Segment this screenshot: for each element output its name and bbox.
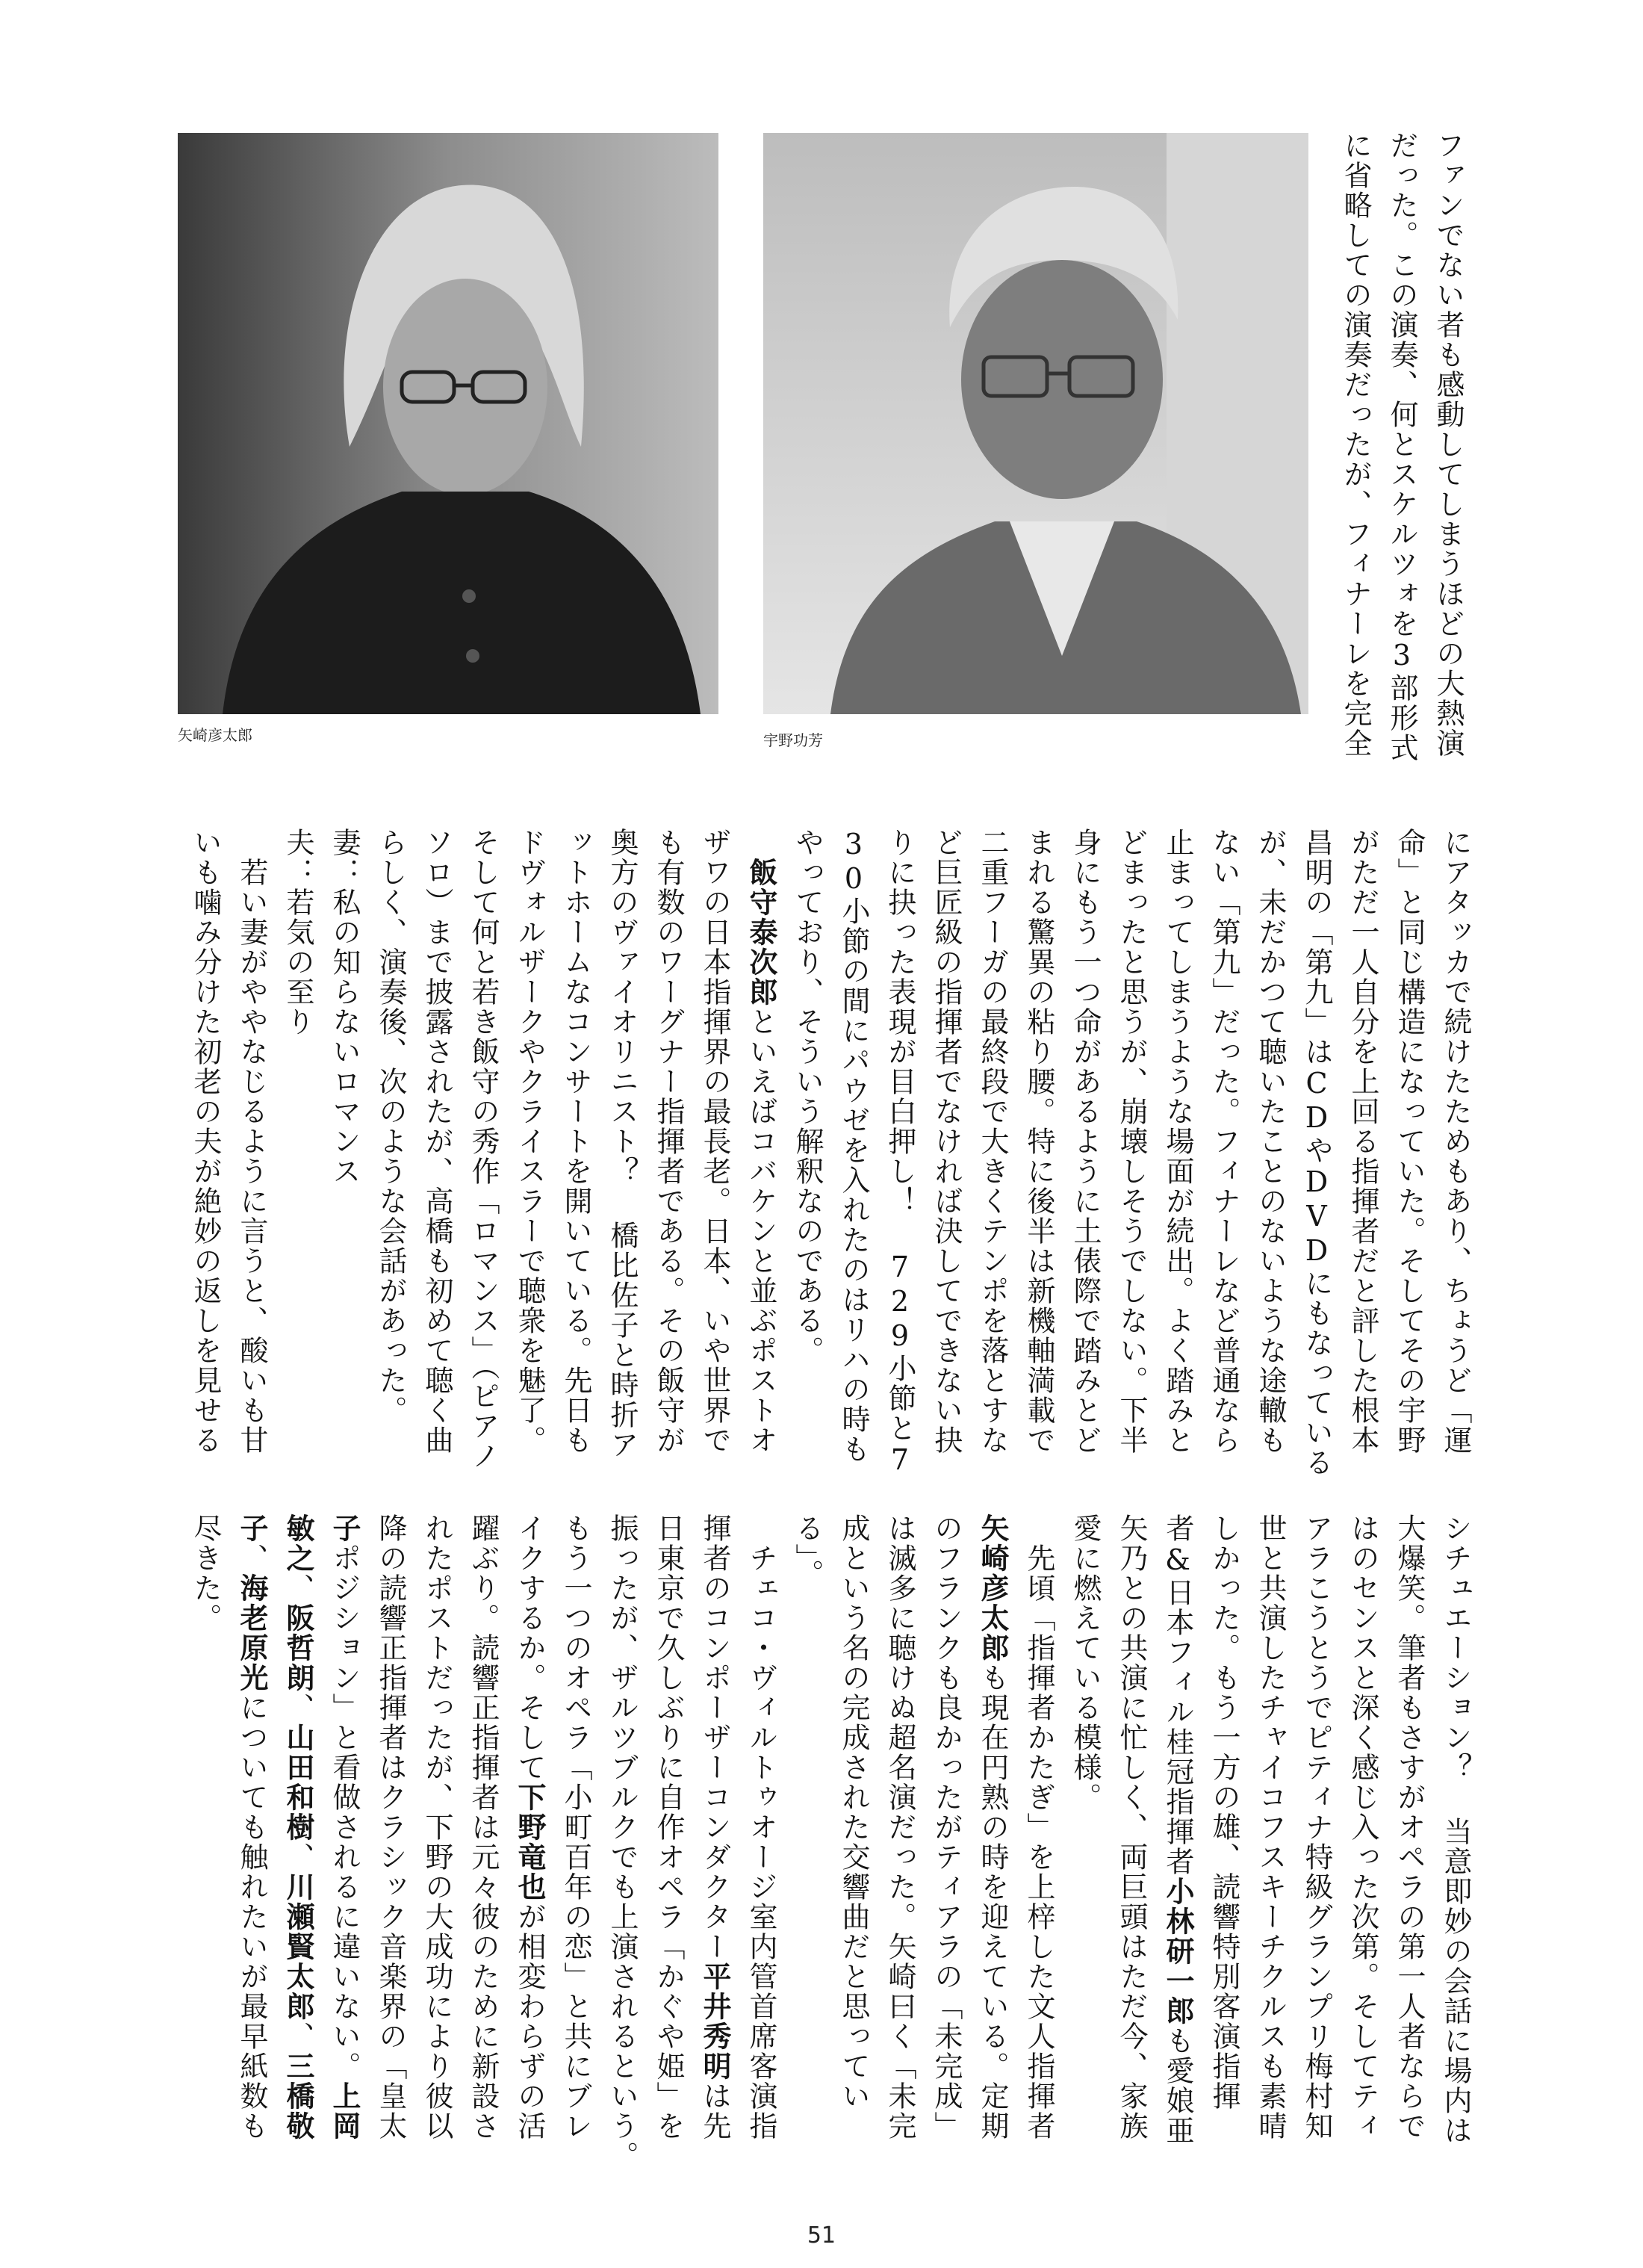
text-line: 降の読響正指揮者はクラシック音楽界の「皇太: [374, 1513, 407, 2141]
text-line: ザワの日本指揮界の最長老。日本、いや世界で: [698, 828, 731, 1455]
text-line: 尽きた。: [189, 1513, 222, 1633]
text-line: 矢崎彦太郎も現在円熟の時を迎えている。定期: [976, 1513, 1010, 2141]
article-column-middle: [164, 828, 1479, 1485]
text-line: まれる驚異の粘り腰。特に後半は新機軸満載で: [1022, 828, 1055, 1455]
text-line: 振ったが、ザルツブルクでも上演されるという。: [606, 1513, 639, 2171]
text-line: どまったと思うが、崩壊しそうでしない。下半: [1115, 828, 1148, 1455]
text-line: のフランクも良かったがティアラの「未完成」: [930, 1513, 963, 2141]
text-line: ットホームなコンサートを開いている。先日も: [559, 828, 592, 1455]
text-line: 大爆笑。筆者もさすがオペラの第一人者ならで: [1393, 1513, 1426, 2141]
text-line: 世と共演したチャイコフスキーチクルスも素晴: [1254, 1513, 1287, 2141]
text-line: しかった。もう一方の雄、読響特別客演指揮: [1208, 1513, 1240, 2111]
text-line: 日東京で久しぶりに自作オペラ「かぐや姫」を: [652, 1513, 685, 2141]
text-line: 昌明の「第九」はCDやDVDにもなっている: [1300, 828, 1333, 1478]
text-line: アラこうとうでピティナ特級グランプリ梅村知: [1300, 1513, 1333, 2141]
text-line: ど巨匠級の指揮者でなければ決してできない抉: [930, 828, 963, 1455]
text-line: 躍ぶり。読響正指揮者は元々彼のために新設さ: [467, 1513, 500, 2141]
text-line: は滅多に聴けぬ超名演だった。矢崎曰く「未完: [883, 1513, 916, 2141]
article-column-top-right: [1329, 131, 1471, 788]
text-line: 二重フーガの最終段で大きくテンポを落とすな: [976, 828, 1009, 1455]
text-line: ソロ）まで披露されたが、高橋も初めて聴く曲: [420, 828, 453, 1455]
text-line: そして何と若き飯守の秀作「ロマンス」（ピアノ: [467, 828, 500, 1471]
text-line: やっており、そういう解釈なのである。: [791, 828, 824, 1366]
text-line: が、未だかつて聴いたことのないような途轍も: [1254, 828, 1287, 1455]
text-line: 妻：私の知らないロマンス: [328, 828, 361, 1186]
text-line: がただ一人自分を上回る指揮者だと評した根本: [1347, 828, 1379, 1455]
text-line: 者&日本フィル桂冠指揮者小林研一郎も愛娘亜: [1161, 1513, 1195, 2145]
photo-yazaki: [178, 133, 718, 714]
text-line: ない「第九」だった。フィナーレなど普通なら: [1208, 828, 1240, 1455]
text-line: れたポストだったが、下野の大成功により彼以: [420, 1513, 453, 2141]
text-line: 子ポジション」と看做されるに違いない。上岡: [328, 1513, 361, 2141]
text-line: にアタッカで続けたためもあり、ちょうど「運: [1439, 828, 1472, 1455]
text-line: ドヴォルザークやクライスラーで聴衆を魅了。: [513, 828, 546, 1455]
text-line: 夫：若気の至り: [282, 828, 314, 1037]
text-line: 愛に燃えている模様。: [1069, 1513, 1102, 1812]
text-line: る」。: [791, 1513, 824, 1589]
text-line: いも噛み分けた初老の夫が絶妙の返しを見せる: [189, 828, 222, 1455]
text-line: も有数のワーグナー指揮者である。その飯守が: [652, 828, 685, 1455]
text-line: 成という名の完成された交響曲だと思ってい: [837, 1513, 870, 2111]
text-line: 子、海老原光についても触れたいが最早紙数も: [235, 1513, 269, 2141]
text-line: チェコ・ヴィルトゥオージ室内管首席客演指: [745, 1513, 777, 2141]
article-column-bottom: [164, 1513, 1479, 2171]
text-line: 先頃「指揮者かたぎ」を上梓した文人指揮者: [1022, 1513, 1055, 2141]
text-line: もう一つのオペラ「小町百年の恋」と共にブレ: [559, 1513, 592, 2141]
text-line: 矢乃との共演に忙しく、両巨頭はただ今、家族: [1115, 1513, 1148, 2141]
text-line: 敏之、阪哲朗、山田和樹、川瀬賢太郎、三橋敬: [282, 1513, 315, 2141]
text-line: はのセンスと深く感じ入った次第。そしてティ: [1347, 1513, 1379, 2141]
text-line: シチュエーション？ 当意即妙の会話に場内は: [1439, 1513, 1472, 2145]
text-line: 奥方のヴァイオリニスト？ 橋比佐子と時折ア: [606, 828, 639, 1460]
text-line: 命」と同じ構造になっていた。そしてその宇野: [1393, 828, 1426, 1455]
text-line: だった。この演奏、何とスケルツォを3部形式: [1385, 131, 1418, 763]
text-line: 若い妻がややなじるように言うと、酸いも甘: [235, 828, 268, 1455]
page-number: 51: [807, 2222, 836, 2249]
text-line: 30小節の間にパウゼを入れたのはリハの時も: [837, 828, 870, 1464]
text-line: 止まってしまうような場面が続出。よく踏みと: [1161, 828, 1194, 1455]
text-line: 飯守泰次郎といえばコバケンと並ぶポストオ: [745, 858, 778, 1455]
text-line: らしく、演奏後、次のような会話があった。: [374, 828, 407, 1425]
text-line: に省略しての演奏だったが、フィナーレを完全: [1339, 131, 1372, 758]
photo-caption-left: 矢崎彦太郎: [178, 726, 252, 744]
text-line: イクするか。そして下野竜也が相変わらずの活: [513, 1513, 547, 2141]
text-line: りに抉った表現が目白押し！ 729小節と7: [883, 828, 916, 1478]
text-line: 揮者のコンポーザーコンダクター平井秀明は先: [698, 1513, 732, 2141]
photo-uno: [763, 133, 1308, 714]
text-line: 身にもう一つ命があるように土俵際で踏みとど: [1069, 828, 1102, 1455]
text-line: ファンでない者も感動してしまうほどの大熱演: [1432, 131, 1465, 758]
photo-caption-right: 宇野功芳: [763, 731, 823, 749]
